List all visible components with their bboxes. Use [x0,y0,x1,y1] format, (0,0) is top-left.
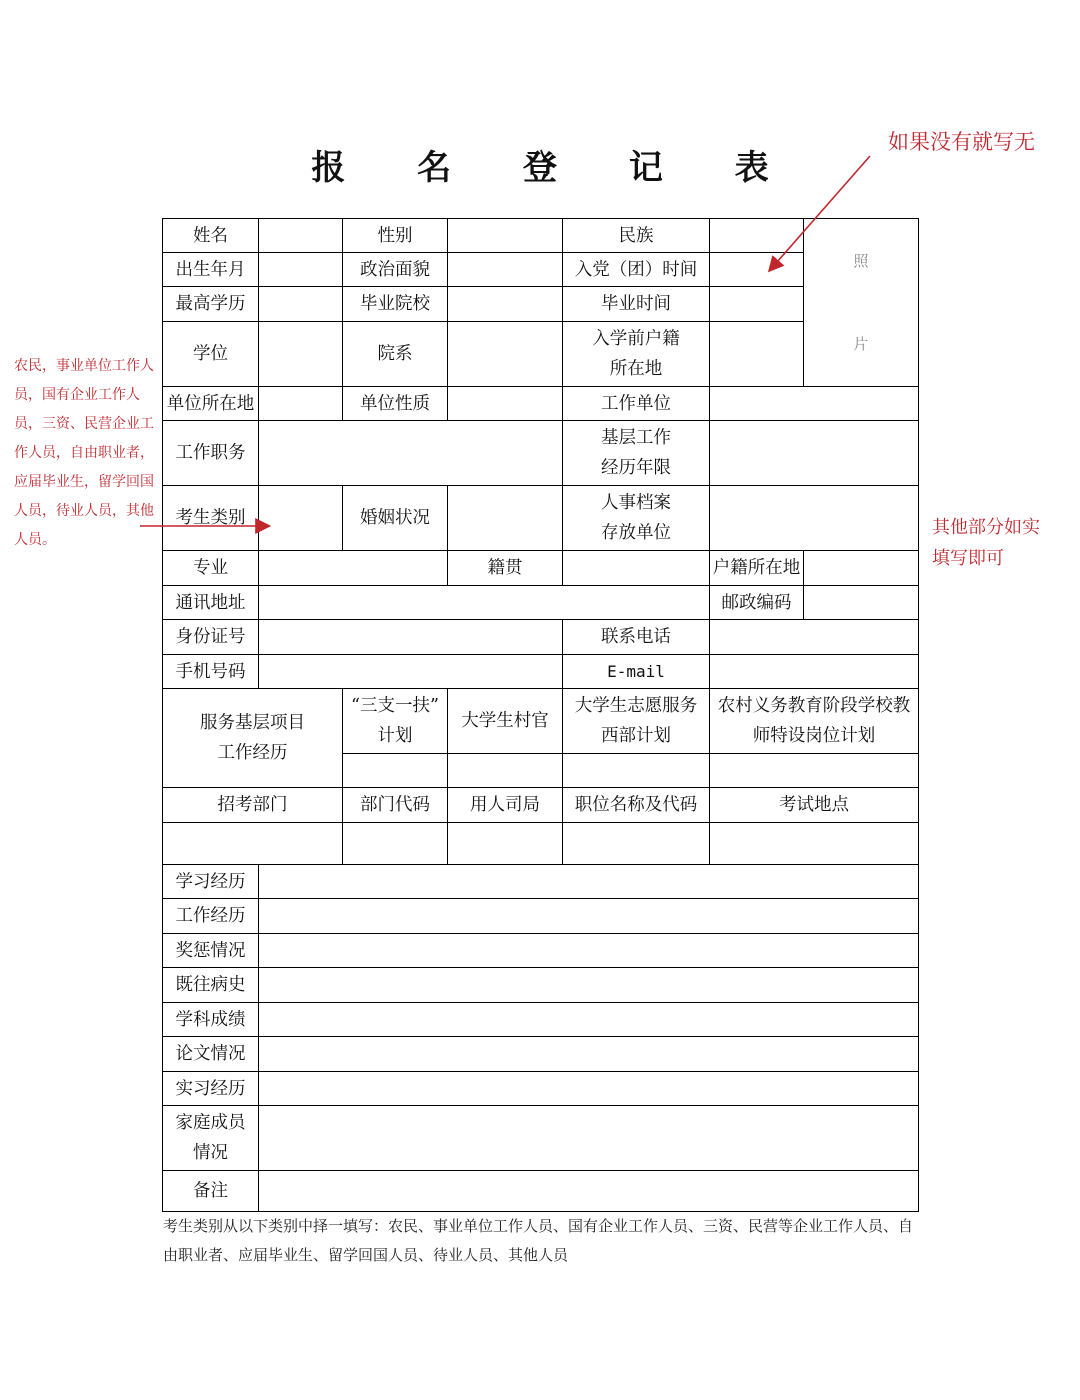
family-label-line1: 家庭成员 [175,1113,246,1133]
department-label: 院系 [342,321,448,387]
candidate-type-label: 考生类别 [162,485,259,551]
postcode-label: 邮政编码 [709,585,804,620]
school-label: 毕业院校 [342,286,448,322]
hukou-before-label-line2: 所在地 [609,359,663,379]
footnote: 考生类别从以下类别中择一填写：农民、事业单位工作人员、国有企业工作人员、三资、民营等企业工作人员、自由职业者、应届毕业生、留学回国人员、待业人员、其他人员 [163,1217,914,1264]
employer-location-label: 单位所在地 [162,386,259,421]
volunteer-label-line1: 大学生志愿服务 [574,696,698,716]
email-label: E-mail [562,654,710,689]
form-title: 报 名 登 记 表 [311,148,799,188]
thesis-label: 论文情况 [162,1036,259,1072]
photo-label-1: 照 [853,251,869,270]
position-label: 职位名称及代码 [562,787,710,823]
village-official-label: 大学生村官 [447,688,563,754]
teacher-label-line2: 师特设岗位计划 [752,726,876,746]
teacher-label-line1: 农村义务教育阶段学校教 [717,696,911,716]
education-label: 最高学历 [162,286,259,322]
sanzhi-label-line2: 计划 [377,726,413,746]
exam-site-label: 考试地点 [709,787,919,823]
contact-phone-label: 联系电话 [562,619,710,655]
annotation-left: 农民，事业单位工作人员，国有企业工作人员，三资、民营企业工作人员，自由职业者，应届毕业生，留学回国人员，待业人员，其他人员。 [14,358,154,548]
arrow-to-party-time [770,156,870,270]
annotation-right: 其他部分如实填写即可 [932,517,1040,569]
degree-label: 学位 [162,321,259,387]
employer-nature-label: 单位性质 [342,386,448,421]
internship-label: 实习经历 [162,1071,259,1106]
grad-time-label: 毕业时间 [562,286,710,322]
birth-label: 出生年月 [162,252,259,287]
grassroots-label-line2: 经历年限 [601,458,671,478]
service-label-line1: 服务基层项目 [200,713,305,733]
hiring-bureau-label: 用人司局 [447,787,563,823]
sanzhi-label-line1: “三支一扶” [351,696,439,716]
party-time-label: 入党（团）时间 [562,252,710,287]
grades-label: 学科成绩 [162,1002,259,1037]
medical-history-label: 既往病史 [162,967,259,1003]
political-label: 政治面貌 [342,252,448,287]
job-title-label: 工作职务 [162,420,259,486]
major-label: 专业 [162,550,259,586]
archives-label-line2: 存放单位 [601,523,671,543]
mobile-label: 手机号码 [162,654,259,689]
dept-code-label: 部门代码 [342,787,448,823]
marital-label: 婚姻状况 [342,485,448,551]
recruit-dept-label: 招考部门 [162,787,343,823]
address-label: 通讯地址 [162,585,259,620]
work-history-label: 工作经历 [162,898,259,934]
archives-label-line1: 人事档案 [601,493,671,513]
remarks-label: 备注 [162,1170,259,1212]
hukou-before-label-line1: 入学前户籍 [592,329,680,349]
photo-label-2: 片 [853,335,869,354]
ethnicity-label: 民族 [562,218,710,253]
study-history-label: 学习经历 [162,864,259,899]
employer-label: 工作单位 [562,386,710,421]
family-label-line2: 情况 [193,1143,228,1163]
volunteer-label-line2: 西部计划 [601,726,671,746]
grassroots-label-line1: 基层工作 [601,428,671,448]
native-place-label: 籍贯 [447,550,563,586]
name-label: 姓名 [162,218,259,253]
id-number-label: 身份证号 [162,619,259,655]
service-label-line2: 工作经历 [217,743,288,763]
gender-label: 性别 [342,218,448,253]
rewards-label: 奖惩情况 [162,933,259,968]
hukou-label: 户籍所在地 [709,550,804,586]
annotation-top-right: 如果没有就写无 [888,130,1035,154]
